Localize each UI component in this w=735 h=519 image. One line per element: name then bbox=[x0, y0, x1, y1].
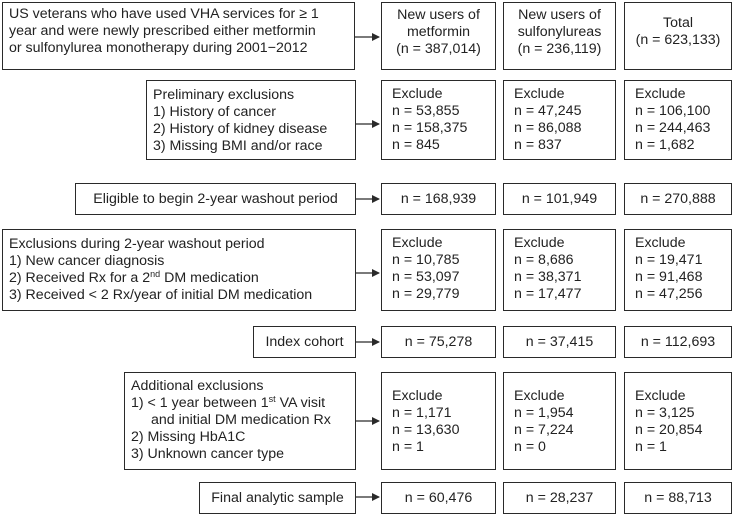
additional-item-1: 1) < 1 year between 1st VA visit bbox=[131, 394, 326, 411]
preliminary-line: 3) Missing BMI and/or race bbox=[153, 138, 323, 154]
preliminary-line: Preliminary exclusions bbox=[153, 87, 295, 103]
additional-title: Additional exclusions bbox=[131, 378, 264, 394]
metformin-eligible-box bbox=[381, 183, 496, 215]
value-line: n = 112,693 bbox=[640, 333, 716, 350]
value-line: n = 837 bbox=[514, 137, 562, 153]
value-line: Exclude bbox=[635, 235, 686, 251]
value-line: n = 106,100 bbox=[635, 103, 711, 119]
intro-line: year and were newly prescribed either metformin bbox=[9, 23, 316, 39]
value-line: n = 845 bbox=[392, 137, 440, 153]
sulfonylureas-index-box bbox=[503, 326, 616, 358]
metformin-header-line: New users of bbox=[397, 7, 480, 23]
additional-exclusions-box bbox=[124, 372, 356, 470]
sulfonylureas-header-line: (n = 236,119) bbox=[517, 41, 602, 57]
value-line: n = 19,471 bbox=[635, 252, 703, 268]
value-line: n = 28,237 bbox=[525, 489, 594, 506]
sulfonylureas-preliminary-box bbox=[503, 80, 616, 160]
value-line: n = 10,785 bbox=[392, 252, 460, 268]
final-sample-box bbox=[199, 482, 356, 514]
value-line: n = 53,097 bbox=[392, 269, 460, 285]
value-line: Exclude bbox=[392, 235, 443, 251]
eligible-label: Eligible to begin 2-year washout period bbox=[93, 190, 338, 207]
value-line: n = 244,463 bbox=[635, 120, 711, 136]
sulfonylureas-header-box bbox=[503, 2, 616, 70]
value-line: n = 158,375 bbox=[392, 120, 468, 136]
value-line: n = 1,954 bbox=[514, 405, 574, 421]
preliminary-line: 2) History of kidney disease bbox=[153, 121, 328, 137]
value-line: n = 47,256 bbox=[635, 286, 703, 302]
total-header-box bbox=[624, 2, 732, 70]
sulfonylureas-final-box bbox=[503, 482, 616, 514]
washout-item-2: 2) Received Rx for a 2nd DM medication bbox=[9, 269, 259, 286]
value-line: n = 1 bbox=[635, 439, 667, 455]
value-line: n = 0 bbox=[514, 439, 546, 455]
washout-title: Exclusions during 2-year washout period bbox=[9, 236, 265, 252]
value-line: Exclude bbox=[514, 86, 565, 102]
value-line: n = 86,088 bbox=[514, 120, 582, 136]
value-line: n = 91,468 bbox=[635, 269, 703, 285]
value-line: n = 38,371 bbox=[514, 269, 582, 285]
final-label: Final analytic sample bbox=[211, 489, 344, 506]
value-line: Exclude bbox=[635, 86, 686, 102]
index-label: Index cohort bbox=[265, 333, 344, 350]
value-line: Exclude bbox=[392, 86, 443, 102]
sulfonylureas-eligible-box bbox=[503, 183, 616, 215]
value-line: n = 8,686 bbox=[514, 252, 574, 268]
preliminary-line: 1) History of cancer bbox=[153, 104, 276, 120]
index-cohort-box bbox=[253, 326, 356, 358]
intro-box bbox=[2, 2, 355, 70]
total-header-line: Total bbox=[663, 15, 693, 31]
sulfonylureas-header-line: New users of bbox=[518, 7, 601, 23]
preliminary-exclusions-box bbox=[146, 80, 356, 160]
eligible-box bbox=[75, 183, 356, 215]
value-line: n = 20,854 bbox=[635, 422, 703, 438]
intro-line: or sulfonylurea monotherapy during 2001−2012 bbox=[9, 40, 308, 56]
total-eligible-box bbox=[624, 183, 732, 215]
value-line: n = 47,245 bbox=[514, 103, 582, 119]
metformin-washout-box bbox=[381, 229, 496, 311]
washout-exclusions-box bbox=[2, 229, 356, 311]
metformin-final-box bbox=[381, 482, 496, 514]
value-line: n = 1,171 bbox=[392, 405, 452, 421]
value-line: n = 17,477 bbox=[514, 286, 582, 302]
washout-item-1: 1) New cancer diagnosis bbox=[9, 253, 165, 269]
metformin-header-box bbox=[381, 2, 496, 70]
metformin-index-box bbox=[381, 326, 496, 358]
total-additional-box bbox=[624, 372, 732, 470]
value-line: n = 37,415 bbox=[525, 333, 594, 350]
sulfonylureas-additional-box bbox=[503, 372, 616, 470]
intro-line: US veterans who have used VHA services for ≥ 1 bbox=[9, 6, 319, 22]
metformin-header-line: metformin bbox=[406, 24, 471, 40]
value-line: Exclude bbox=[514, 235, 565, 251]
total-index-box bbox=[624, 326, 732, 358]
washout-item-3: 3) Received < 2 Rx/year of initial DM medication bbox=[9, 287, 313, 303]
metformin-additional-box bbox=[381, 372, 496, 470]
metformin-preliminary-box bbox=[381, 80, 496, 160]
value-line: n = 75,278 bbox=[404, 333, 473, 350]
value-line: n = 1,682 bbox=[635, 137, 695, 153]
value-line: n = 101,949 bbox=[521, 190, 598, 207]
value-line: n = 168,939 bbox=[400, 190, 477, 207]
value-line: n = 53,855 bbox=[392, 103, 460, 119]
value-line: n = 7,224 bbox=[514, 422, 574, 438]
additional-item-1-cont: and initial DM medication Rx bbox=[151, 412, 331, 428]
total-final-box bbox=[624, 482, 732, 514]
sulfonylureas-washout-box bbox=[503, 229, 616, 311]
value-line: n = 60,476 bbox=[404, 489, 473, 506]
value-line: Exclude bbox=[392, 388, 443, 404]
value-line: n = 29,779 bbox=[392, 286, 460, 302]
value-line: n = 13,630 bbox=[392, 422, 460, 438]
sulfonylureas-header-line: sulfonylureas bbox=[517, 24, 602, 40]
value-line: Exclude bbox=[635, 388, 686, 404]
value-line: n = 88,713 bbox=[644, 489, 712, 506]
additional-item-3: 3) Unknown cancer type bbox=[131, 446, 284, 462]
value-line: n = 1 bbox=[392, 439, 424, 455]
value-line: n = 3,125 bbox=[635, 405, 695, 421]
value-line: Exclude bbox=[514, 388, 565, 404]
total-header-line: (n = 623,133) bbox=[635, 32, 721, 48]
total-washout-box bbox=[624, 229, 732, 311]
total-preliminary-box bbox=[624, 80, 732, 160]
additional-item-2: 2) Missing HbA1C bbox=[131, 429, 246, 445]
metformin-header-line: (n = 387,014) bbox=[396, 41, 481, 57]
value-line: n = 270,888 bbox=[640, 190, 716, 207]
